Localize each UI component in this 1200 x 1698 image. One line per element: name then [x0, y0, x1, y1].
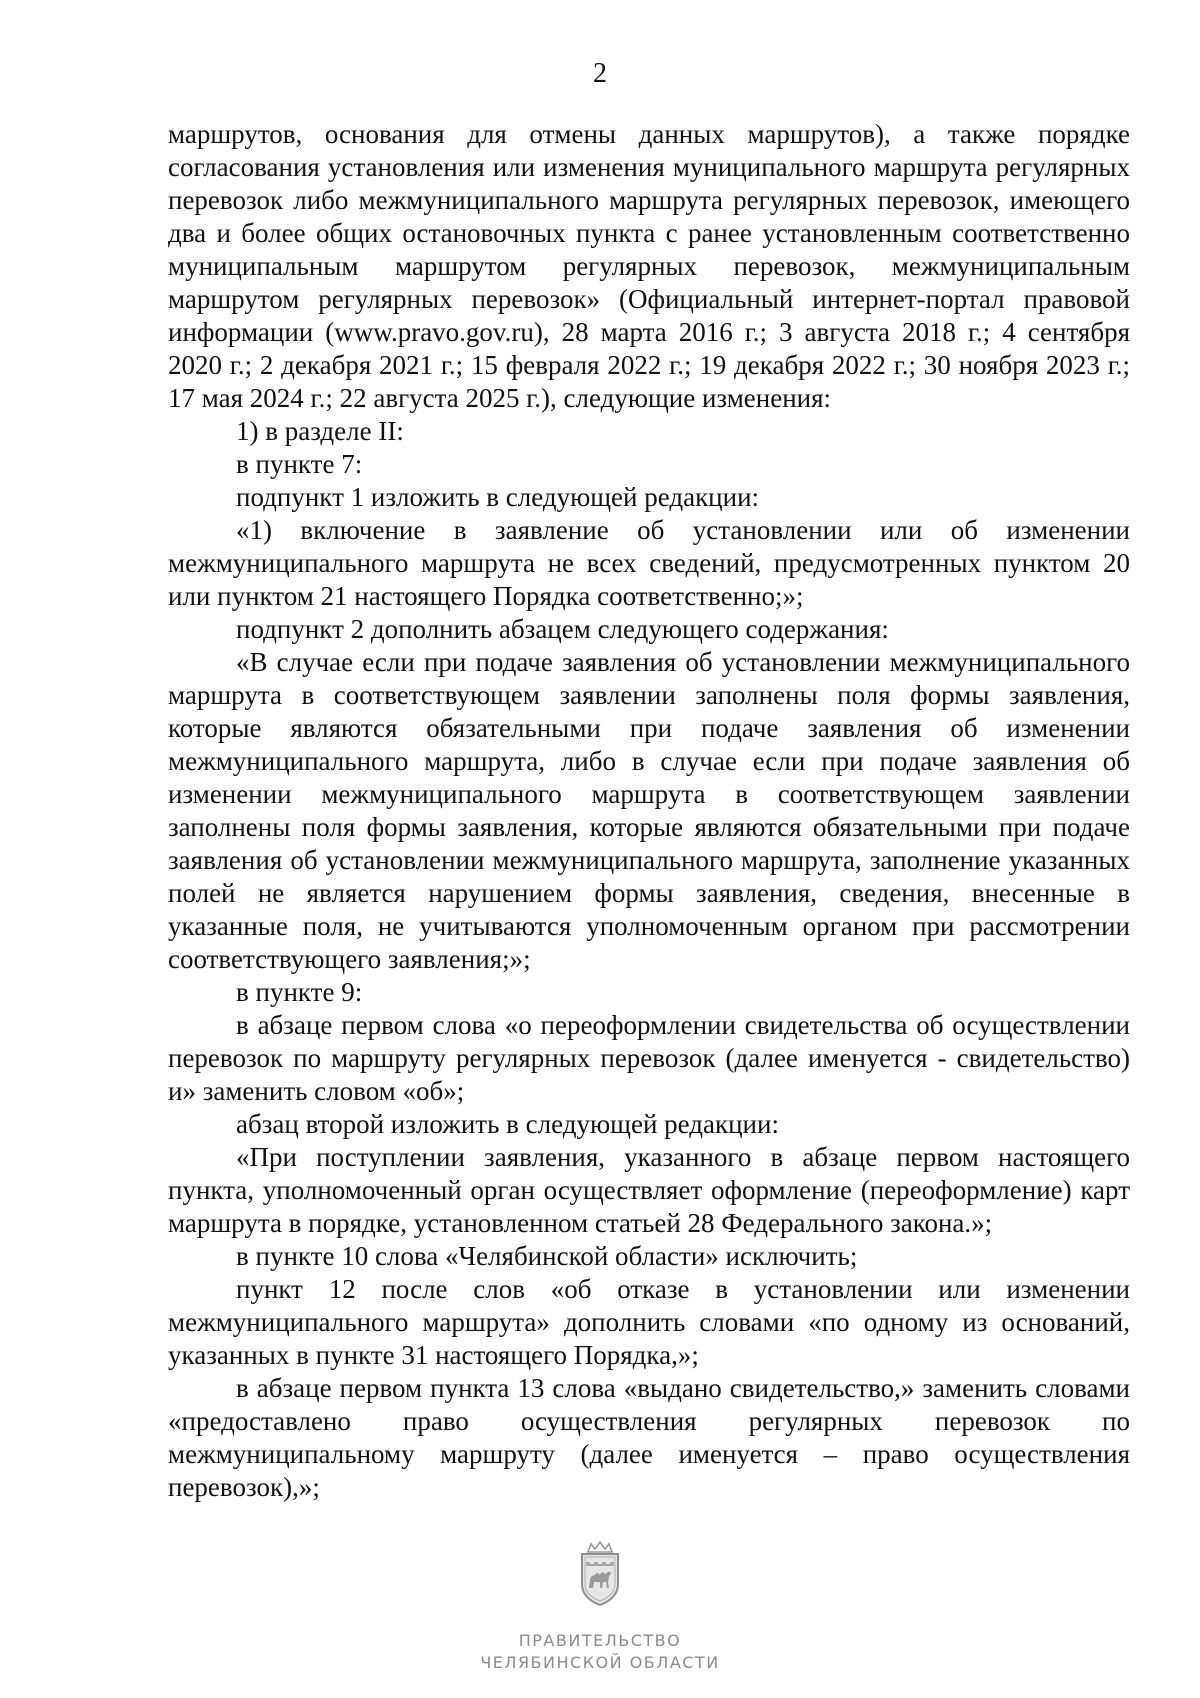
paragraph: «При поступлении заявления, указанного в абзаце первом настоящего пункта, уполномоченный орган осуществляет оформление (переоформление) карт маршрута в порядке, установленном статьей 28 Федерального закона.»; — [168, 1142, 1130, 1238]
document-body — [168, 118, 1130, 1504]
footer-government-title: ПРАВИТЕЛЬСТВО — [518, 1631, 682, 1650]
paragraph: абзац второй изложить в следующей редакции: — [236, 1109, 779, 1139]
paragraph: «1) включение в заявление об установлении или об изменении межмуниципального маршрута не всех сведений, предусмотренных пунктом 20 или пунктом 21 настоящего Порядка соответственно;»; — [168, 515, 1130, 611]
paragraph: «В случае если при подаче заявления об установлении межмуниципального маршрута в соответствующем заявлении заполнены поля формы заявления, которые являются обязательными при подаче заявления об изменении межмуниципального маршрута, либо в случае если при подаче заявления об изменении межмуниципального маршрута в соответствующем заявлении заполнены поля формы заявления, которые являются обязательными при подаче заявления об установлении межмуниципального маршрута, заполнение указанных полей не является нарушением формы заявления, сведения, внесенные в указанные поля, не учитываются уполномоченным органом при рассмотрении соответствующего заявления;»; — [168, 647, 1130, 974]
paragraph: в абзаце первом слова «о переоформлении свидетельства об осуществлении перевозок по маршруту регулярных перевозок (далее именуется - свидетельство) и» заменить словом «об»; — [168, 1010, 1130, 1106]
paragraph: в абзаце первом пункта 13 слова «выдано свидетельство,» заменить словами «предоставлено право осуществления регулярных перевозок по межмуниципальному маршруту (далее именуется – право осуществления перевозок),»; — [168, 1373, 1130, 1502]
paragraph: маршрутов, основания для отмены данных маршрутов), а также порядке согласования установления или изменения муниципального маршрута регулярных перевозок либо межмуниципального маршрута регулярных перевозок, имеющего два и более общих остановочных пункта с ранее установленным соответственно муниципальным маршрутом регулярных перевозок, межмуниципальным маршрутом регулярных перевозок» (Официальный интернет-портал правовой информации (www.pravo.gov.ru), 28 марта 2016 г.; 3 августа 2018 г.; 4 сентября 2020 г.; 2 декабря 2021 г.; 15 февраля 2022 г.; 19 декабря 2022 г.; 30 ноября 2023 г.; 17 мая 2024 г.; 22 августа 2025 г.), следующие изменения: — [168, 119, 1130, 413]
paragraph: 1) в разделе II: — [236, 416, 404, 446]
chelyabinsk-coat-of-arms-icon — [574, 1540, 626, 1608]
footer-region-name: ЧЕЛЯБИНСКОЙ ОБЛАСТИ — [480, 1653, 720, 1672]
paragraph: подпункт 1 изложить в следующей редакции: — [236, 482, 760, 512]
page-number: 2 — [593, 58, 607, 89]
paragraph: в пункте 9: — [236, 977, 363, 1007]
paragraph: подпункт 2 дополнить абзацем следующего содержания: — [236, 614, 889, 644]
paragraph: в пункте 7: — [236, 449, 363, 479]
paragraph: в пункте 10 слова «Челябинской области» исключить; — [236, 1241, 858, 1271]
paragraph: пункт 12 после слов «об отказе в установлении или изменении межмуниципального маршрута» дополнить словами «по одному из оснований, указанных в пункте 31 настоящего Порядка,»; — [168, 1274, 1130, 1370]
government-watermark — [0, 1540, 1200, 1674]
